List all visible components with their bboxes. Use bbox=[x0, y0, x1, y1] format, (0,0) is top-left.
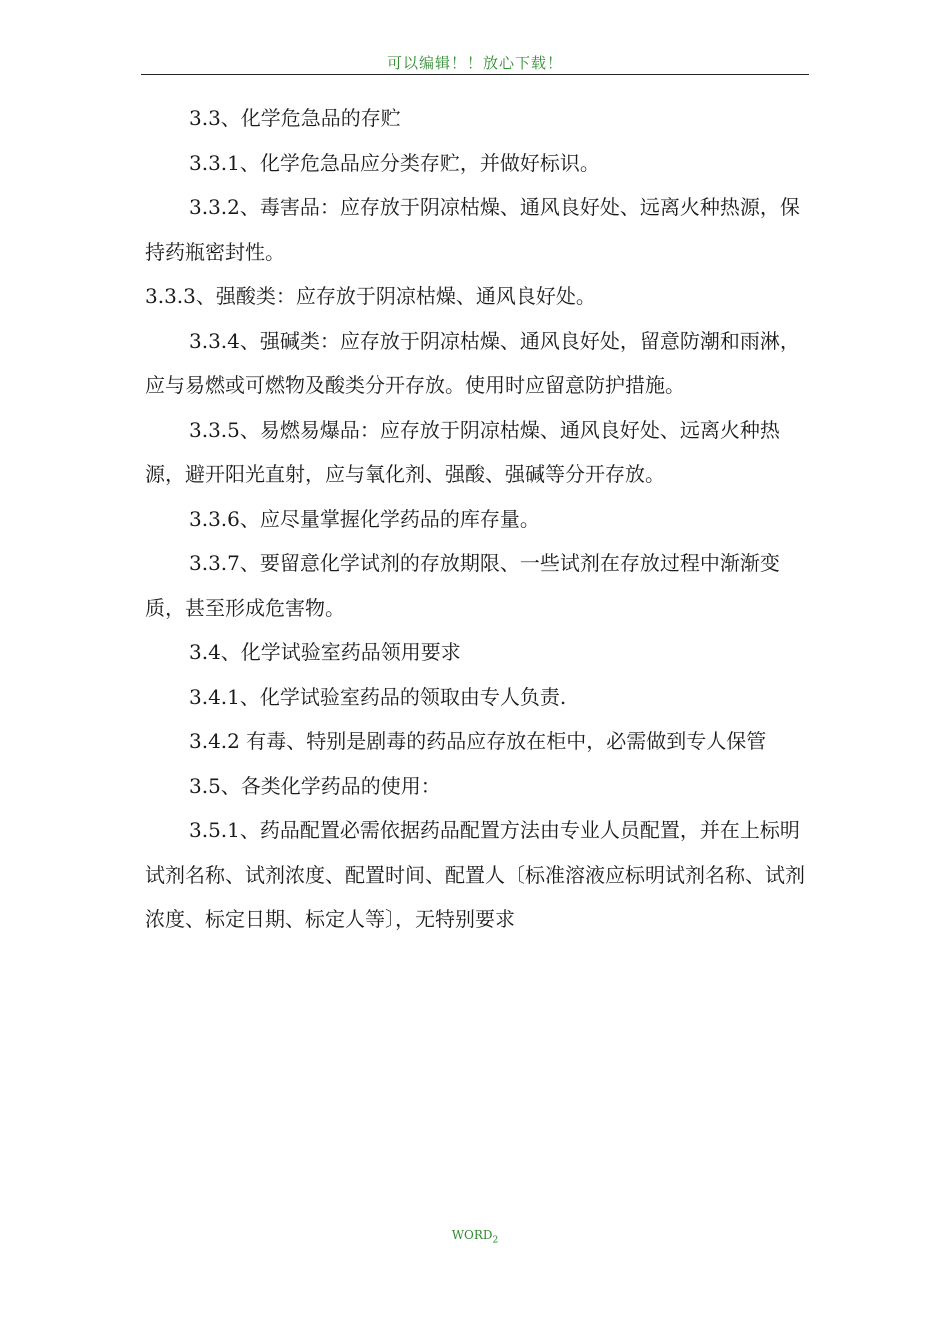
paragraph-3-5-1: 3.5.1、药品配置必需依据药品配置方法由专业人员配置，并在上标明试剂名称、试剂浓度、配置时间、配置人〔标准溶液应标明试剂名称、试剂浓度、标定日期、标定人等〕，无特别要求 bbox=[145, 818, 805, 931]
header-divider bbox=[141, 74, 809, 75]
document-body bbox=[145, 96, 807, 942]
paragraph-3-3-4: 3.3.4、强碱类：应存放于阴凉枯燥、通风良好处，留意防潮和雨淋，应与易燃或可燃物及酸类分开存放。使用时应留意防护措施。 bbox=[145, 328, 800, 397]
paragraph-3-3-1: 3.3.1、化学危急品应分类存贮，并做好标识。 bbox=[189, 150, 600, 175]
paragraph-3-3-5: 3.3.5、易燃易爆品：应存放于阴凉枯燥、通风良好处、远离火种热源，避开阳光直射，应与氧化剂、强酸、强碱等分开存放。 bbox=[145, 417, 780, 486]
paragraph-3-3-2: 3.3.2、毒害品：应存放于阴凉枯燥、通风良好处、远离火种热源，保持药瓶密封性。 bbox=[145, 195, 800, 264]
page-header: 可以编辑！！放心下载！ bbox=[386, 54, 563, 72]
paragraph-3-3-7: 3.3.7、要留意化学试剂的存放期限、一些试剂在存放过程中渐渐变质，甚至形成危害物。 bbox=[145, 551, 780, 620]
paragraph-3-3-6: 3.3.6、应尽量掌握化学药品的库存量。 bbox=[189, 506, 540, 531]
paragraph-3-4-1: 3.4.1、化学试验室药品的领取由专人负责. bbox=[189, 684, 567, 709]
page-number: 2 bbox=[492, 1235, 499, 1246]
page-footer bbox=[0, 1228, 950, 1245]
section-heading-3-4: 3.4、化学试验室药品领用要求 bbox=[189, 640, 461, 664]
paragraph-3-3-3: 3.3.3、强酸类：应存放于阴凉枯燥、通风良好处。 bbox=[145, 284, 596, 308]
section-heading-3-5: 3.5、各类化学药品的使用： bbox=[189, 773, 441, 798]
footer-label: WORD bbox=[451, 1228, 493, 1242]
paragraph-3-4-2: 3.4.2 有毒、特别是剧毒的药品应存放在柜中，必需做到专人保管 bbox=[189, 729, 767, 753]
section-heading-3-3: 3.3、化学危急品的存贮 bbox=[189, 106, 401, 130]
